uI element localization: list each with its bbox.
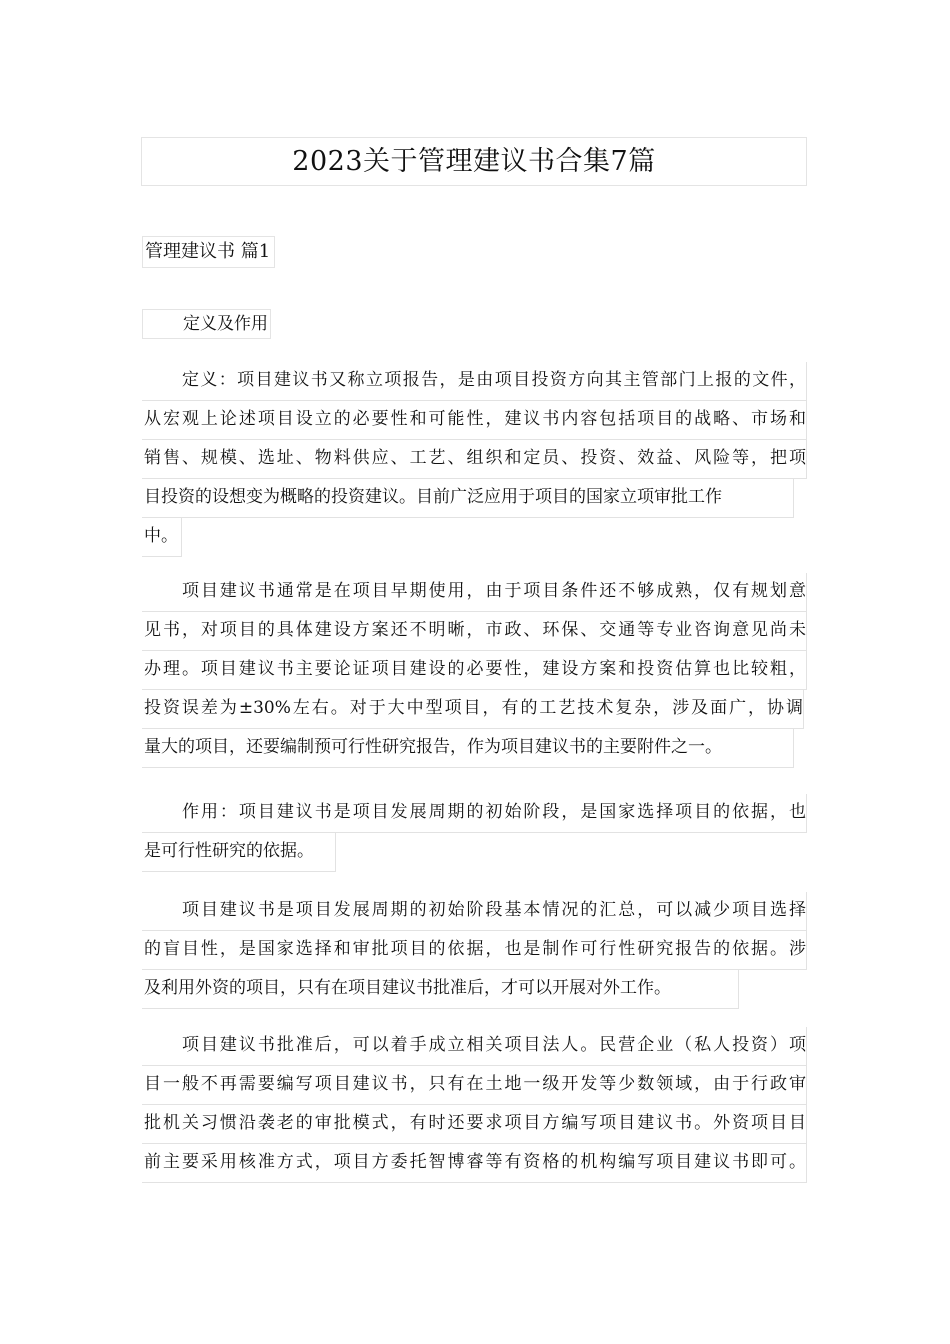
paragraph-line: 作用：项目建议书是项目发展周期的初始阶段，是国家选择项目的依据，也 — [142, 794, 807, 833]
paragraph-line: 批机关习惯沿袭老的审批模式，有时还要求项目方编写项目建议书。外资项目目 — [142, 1105, 807, 1144]
paragraph-line: 项目建议书通常是在项目早期使用，由于项目条件还不够成熟，仅有规划意 — [142, 573, 807, 612]
document-title: 2023关于管理建议书合集7篇 — [141, 137, 807, 186]
paragraph-line: 项目建议书是项目发展周期的初始阶段基本情况的汇总，可以减少项目选择 — [142, 892, 807, 931]
paragraph-definition — [142, 362, 807, 557]
paragraph-approval — [142, 1027, 807, 1183]
paragraph-line: 见书，对项目的具体建设方案还不明晰，市政、环保、交通等专业咨询意见尚未 — [142, 612, 807, 651]
paragraph-function — [142, 794, 807, 872]
paragraph-line: 项目建议书批准后，可以着手成立相关项目法人。民营企业（私人投资）项 — [142, 1027, 807, 1066]
subheading: 定义及作用 — [142, 309, 271, 339]
paragraph-line: 定义：项目建议书又称立项报告，是由项目投资方向其主管部门上报的文件， — [142, 362, 807, 401]
paragraph-line: 从宏观上论述项目设立的必要性和可能性，建议书内容包括项目的战略、市场和 — [142, 401, 807, 440]
paragraph-usage-stage — [142, 573, 807, 768]
paragraph-line: 是可行性研究的依据。 — [142, 833, 336, 872]
paragraph-line: 中。 — [142, 518, 182, 557]
section-heading: 管理建议书 篇1 — [142, 236, 275, 268]
paragraph-summary — [142, 892, 807, 1009]
paragraph-line: 目一般不再需要编写项目建议书，只有在土地一级开发等少数领域，由于行政审 — [142, 1066, 807, 1105]
paragraph-line: 目投资的设想变为概略的投资建议。目前广泛应用于项目的国家立项审批工作 — [142, 479, 794, 518]
paragraph-line: 办理。项目建议书主要论证项目建设的必要性，建设方案和投资估算也比较粗， — [142, 651, 807, 690]
paragraph-line: 投资误差为±30%左右。对于大中型项目，有的工艺技术复杂，涉及面广，协调 — [142, 690, 804, 729]
paragraph-line: 前主要采用核准方式，项目方委托智博睿等有资格的机构编写项目建议书即可。 — [142, 1144, 807, 1183]
paragraph-line: 的盲目性，是国家选择和审批项目的依据，也是制作可行性研究报告的依据。涉 — [142, 931, 807, 970]
paragraph-line: 量大的项目，还要编制预可行性研究报告，作为项目建议书的主要附件之一。 — [142, 729, 794, 768]
paragraph-line: 及利用外资的项目，只有在项目建议书批准后，才可以开展对外工作。 — [142, 970, 739, 1009]
paragraph-line: 销售、规模、选址、物料供应、工艺、组织和定员、投资、效益、风险等，把项 — [142, 440, 807, 479]
